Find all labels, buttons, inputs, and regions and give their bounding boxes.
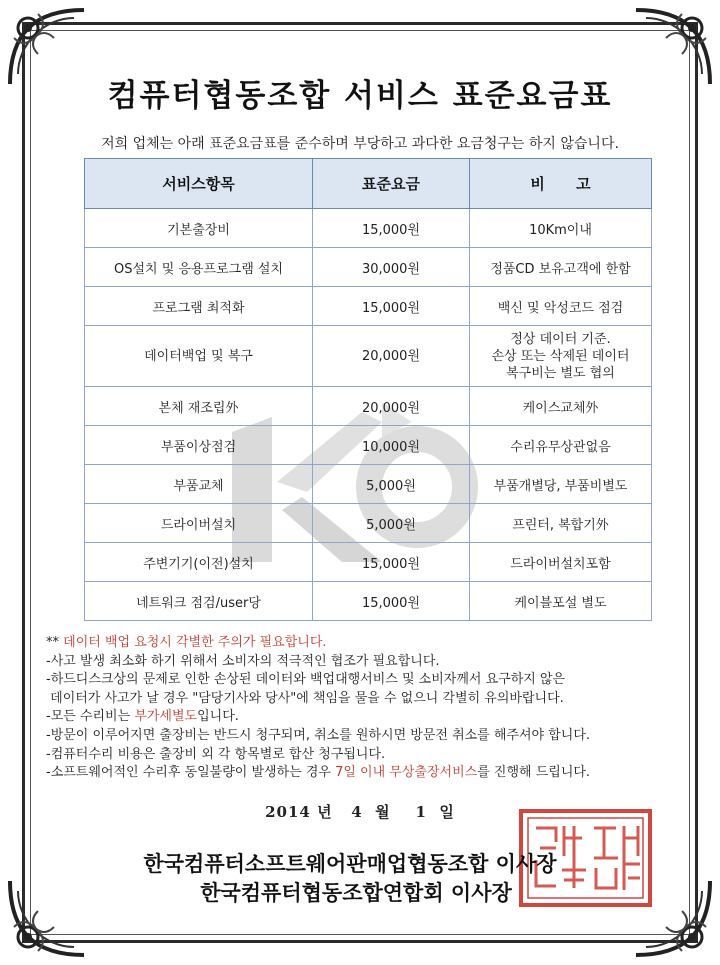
table-row: [85, 326, 652, 387]
note-line: [46, 634, 696, 653]
table-row: [85, 504, 652, 543]
notes-section: [46, 634, 696, 783]
service-note: 수리유무상관없음: [470, 426, 652, 465]
note-line: 데이터가 사고가 날 경우 "담당기사와 당사"에 책임을 물을 수 없으니 각별히 유의바랍니다.: [46, 690, 564, 706]
note-line: -방문이 이루어지면 출장비는 반드시 청구되며, 취소를 원하시면 방문전 취소를 해주셔야 합니다.: [46, 727, 591, 743]
service-item: 데이터백업 및 복구: [85, 326, 313, 387]
service-price: 5,000원: [313, 465, 470, 504]
header-standard-fee: 표준요금: [313, 159, 470, 209]
note-line: [46, 708, 696, 727]
service-note: 10Km이내: [470, 209, 652, 248]
signer-line-1: 한국컴퓨터소프트웨어판매업협동조합 이사장: [143, 852, 557, 876]
service-note: [470, 326, 652, 387]
header-remarks: 비 고: [470, 159, 652, 209]
table-row: [85, 287, 652, 326]
note-highlight: 7일 이내 무상출장서비스: [335, 765, 478, 781]
service-item: 본체 재조립外: [85, 387, 313, 426]
note-line: -컴퓨터수리 비용은 출장비 외 각 항목별로 합산 청구됩니다.: [46, 746, 386, 762]
signer-line-2: 한국컴퓨터협동조합연합회 이사장: [200, 881, 512, 905]
service-price: 10,000원: [313, 426, 470, 465]
service-item: OS설치 및 응용프로그램 설치: [85, 248, 313, 287]
issue-date: 2014 년 4 월 1 일: [265, 803, 455, 821]
service-price: 20,000원: [313, 326, 470, 387]
service-price: 15,000원: [313, 209, 470, 248]
service-note-line: 복구비는 별도 협의: [506, 365, 615, 381]
service-note: 부품개별당, 부품비별도: [470, 465, 652, 504]
note-prefix: **: [46, 635, 64, 650]
service-item: 기본출장비: [85, 209, 313, 248]
header-service-item: 서비스항목: [85, 159, 313, 209]
service-note-line: 정상 데이터 기준.: [510, 331, 611, 347]
note-warning-text: 데이터 백업 요청시 각별한 주의가 필요합니다.: [63, 635, 327, 650]
service-note: 케이스교체外: [470, 387, 652, 426]
note-text: -모든 수리비는: [46, 709, 135, 725]
table-row: [85, 248, 652, 287]
table-row: [85, 387, 652, 426]
table-header-row: [85, 159, 652, 209]
table-row: [85, 465, 652, 504]
service-note: 드라이버설치포함: [470, 543, 652, 582]
note-text: 를 진행해 드립니다.: [477, 765, 591, 781]
service-item: 네트워크 점검/user당: [85, 582, 313, 621]
note-text: -소프트웨어적인 수리후 동일불량이 발생하는 경우: [46, 765, 336, 781]
service-note: 백신 및 악성코드 점검: [470, 287, 652, 326]
service-note: 정품CD 보유고객에 한함: [470, 248, 652, 287]
service-item: 부품교체: [85, 465, 313, 504]
table-row: [85, 209, 652, 248]
service-price: 20,000원: [313, 387, 470, 426]
note-highlight: 부가세별도: [134, 709, 198, 725]
table-row: [85, 426, 652, 465]
note-line: [46, 764, 696, 783]
service-item: 프로그램 최적화: [85, 287, 313, 326]
service-price: 15,000원: [313, 543, 470, 582]
service-price: 30,000원: [313, 248, 470, 287]
service-note: 케이블포설 별도: [470, 582, 652, 621]
service-item: 주변기기(이전)설치: [85, 543, 313, 582]
service-note-line: 손상 또는 삭제된 데이터: [491, 348, 630, 364]
service-price: 5,000원: [313, 504, 470, 543]
service-note: 프린터, 복합기外: [470, 504, 652, 543]
service-item: 드라이버설치: [85, 504, 313, 543]
intro-text: 저희 업체는 아래 표준요금표를 준수하며 부당하고 과다한 요금청구는 하지 않습니다.: [101, 136, 619, 152]
table-row: [85, 543, 652, 582]
service-item: 부품이상점검: [85, 426, 313, 465]
note-text: 입니다.: [197, 709, 239, 725]
page-title: 컴퓨터협동조합 서비스 표준요금표: [107, 78, 613, 114]
note-line: -사고 발생 최소화 하기 위해서 소비자의 적극적인 협조가 필요합니다.: [46, 653, 440, 669]
fee-table: [84, 158, 652, 621]
service-price: 15,000원: [313, 582, 470, 621]
note-line: -하드디스크상의 문제로 인한 손상된 데이터와 백업대행서비스 및 소비자께서 요구하지 않은: [46, 672, 566, 688]
service-price: 15,000원: [313, 287, 470, 326]
table-row: [85, 582, 652, 621]
